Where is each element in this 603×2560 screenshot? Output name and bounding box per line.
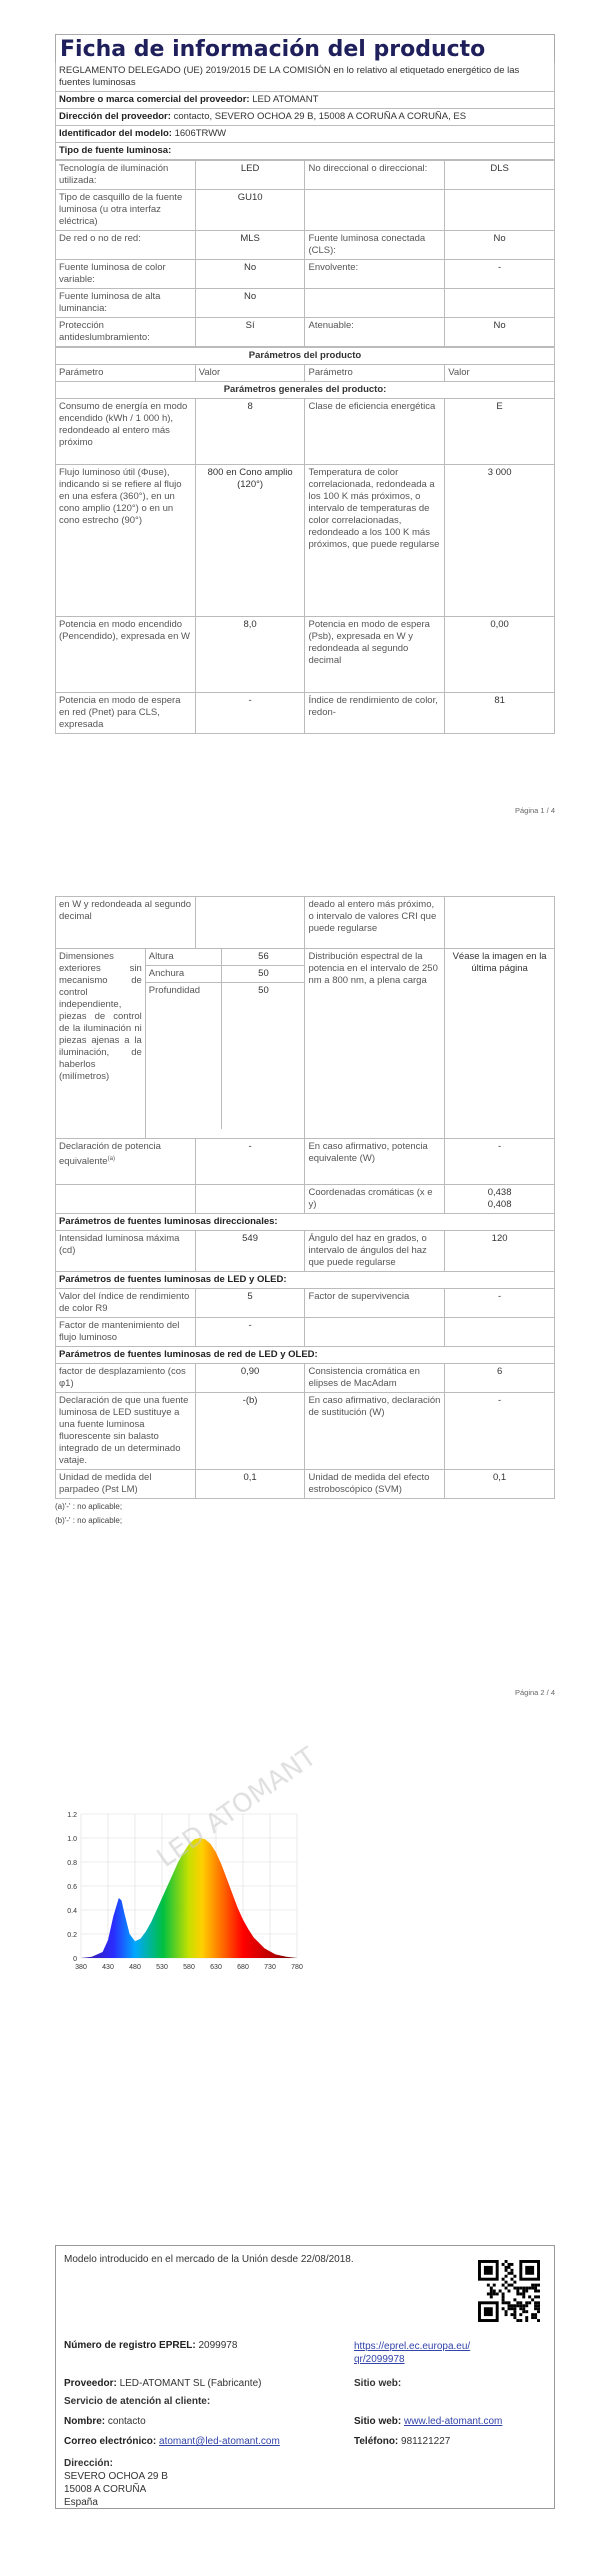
table-row: De red o no de red: MLS Fuente luminosa conectada (CLS): No xyxy=(56,231,555,260)
address-line: SEVERO OCHOA 29 B xyxy=(64,2471,168,2482)
supplier-name-row: Nombre o marca comercial del proveedor: LED ATOMANT xyxy=(56,92,555,109)
table-row: Declaración de que una fuente luminosa de LED sustituye a una fuente luminosa fluorescente sin balasto integrado de un determinado vataje. -(b) En caso afirmativo, declaración de sustitución (W) - xyxy=(56,1393,555,1470)
page-1 xyxy=(55,34,555,734)
email-label: Correo electrónico: xyxy=(64,2436,157,2447)
x-tick-label: 580 xyxy=(183,1964,195,1971)
x-tick-label: 380 xyxy=(75,1964,87,1971)
table-row: Dimensiones exteriores sin mecanismo de control independiente, piezas de control de la iluminación ni piezas ajenas a la iluminación, de haberlos (milímetros) Altura 56 Anchura 50 Profundidad 50 Distribución espectral de la potencia en el intervalo de 250 nm a 800 nm, a plena carga Véase la imagen en la última página xyxy=(56,949,555,1139)
spectrum-svg xyxy=(55,1741,323,1978)
supplier-address-row: Dirección del proveedor: contacto, SEVERO OCHOA 29 B, 15008 A CORUÑA A CORUÑA, ES xyxy=(56,109,555,126)
x-tick-label: 480 xyxy=(129,1964,141,1971)
table-row: Factor de mantenimiento del flujo luminoso - xyxy=(56,1318,555,1347)
x-tick-label: 430 xyxy=(102,1964,114,1971)
web2-label: Sitio web: xyxy=(354,2416,402,2427)
supplier-label: Proveedor: xyxy=(64,2378,117,2389)
table-row: Unidad de medida del parpadeo (Pst LM) 0,1 Unidad de medida del efecto estroboscópico (SVM) 0,1 xyxy=(56,1470,555,1499)
eprel-value: 2099978 xyxy=(198,2340,238,2351)
table-row: Protección antideslumbramiento: Sí Atenuable: No xyxy=(56,318,555,347)
y-tick-label: 0.2 xyxy=(67,1932,77,1939)
qr-code-icon[interactable] xyxy=(478,2260,540,2322)
table-row: factor de desplazamiento (cos φ1) 0,90 Consistencia cromática en elipses de MacAdam 6 xyxy=(56,1364,555,1393)
table-row: en W y redondeada al segundo decimal deado al entero más próximo, o intervalo de valores CRI que puede regularse xyxy=(56,897,555,949)
table-row: Potencia en modo de espera en red (Pnet) para CLS, expresada - Índice de rendimiento de color, redon- 81 xyxy=(56,693,555,734)
phone-value: 981121227 xyxy=(401,2436,451,2447)
y-tick-label: 1.2 xyxy=(67,1812,77,1819)
name-value: contacto xyxy=(107,2416,146,2427)
table-row: Tipo de casquillo de la fuente luminosa (u otra interfaz eléctrica) GU10 xyxy=(56,190,555,231)
col-param: Parámetro xyxy=(305,365,445,382)
y-tick-label: 0.4 xyxy=(67,1908,77,1915)
eprel-link[interactable]: https://eprel.ec.europa.eu/qr/2099978 xyxy=(354,2341,471,2365)
y-tick-label: 0.8 xyxy=(67,1860,77,1867)
note-a: (a)'-' : no aplicable; xyxy=(55,1502,123,1511)
supplier-value: LED-ATOMANT SL (Fabricante) xyxy=(119,2378,262,2389)
table-row: Flujo luminoso útil (Φuse), indicando si se refiere al flujo en una esfera (360°), en un cono amplio (120°) o en un cono estrecho (90°) 800 en Cono amplio (120°) Temperatura de color correlacionada, redondeada a los 100 K más próximos, o intervalo de temperaturas de color correlacionadas, redondeado a los 100 K más próximos, que puede regularse 3 000 xyxy=(56,465,555,617)
led-oled-title: Parámetros de fuentes luminosas de LED y OLED: xyxy=(56,1272,555,1289)
y-tick-label: 0.6 xyxy=(67,1884,77,1891)
name-label: Nombre: xyxy=(64,2416,106,2427)
table-row: Coordenadas cromáticas (x e y) 0,438 0,408 xyxy=(56,1185,555,1214)
table-row: Fuente luminosa de color variable: No Envolvente: - xyxy=(56,260,555,289)
page-number: Página 2 / 4 xyxy=(514,1688,555,1697)
page-2 xyxy=(55,896,555,1527)
x-tick-label: 630 xyxy=(210,1964,222,1971)
phone-label: Teléfono: xyxy=(354,2436,399,2447)
params-cont-table xyxy=(55,896,555,1499)
x-tick-label: 780 xyxy=(291,1964,303,1971)
model-row: Identificador del modelo: 1606TRWW xyxy=(56,126,555,143)
table-row: Tecnología de iluminación utilizada: LED No direccional o direccional: DLS xyxy=(56,161,555,190)
web-label: Sitio web: xyxy=(354,2378,402,2389)
note-b: (b)'-' : no aplicable; xyxy=(55,1516,123,1525)
table-row: Declaración de potencia equivalente$^{(a)}$ - En caso afirmativo, potencia equivalente (W) - xyxy=(56,1139,555,1185)
watermark-text: LED ATOMANT xyxy=(151,1741,323,1874)
table-row: Potencia en modo encendido (Pencendido), expresada en W 8,0 Potencia en modo de espera (Psb), expresada en W y redondeada al segundo decimal 0,00 xyxy=(56,617,555,693)
spectrum-chart xyxy=(55,1741,323,1978)
page-number: Página 1 / 4 xyxy=(514,806,555,815)
params-title: Parámetros del producto xyxy=(56,348,555,365)
light-type-heading: Tipo de fuente luminosa: xyxy=(56,143,555,160)
dims-label: Dimensiones exteriores sin mecanismo de control independiente, piezas de control de la iluminación ni piezas ajenas a la iluminación, de haberlos (milímetros) xyxy=(56,949,146,1139)
col-value: Valor xyxy=(195,365,305,382)
address-line: España xyxy=(64,2497,98,2508)
x-tick-label: 680 xyxy=(237,1964,249,1971)
table-row: Fuente luminosa de alta luminancia: No xyxy=(56,289,555,318)
mains-title: Parámetros de fuentes luminosas de red de LED y OLED: xyxy=(56,1347,555,1364)
table-row: Consumo de energía en modo encendido (kWh / 1 000 h), redondeado al entero más próximo 8 Clase de eficiencia energética E xyxy=(56,399,555,465)
general-title: Parámetros generales del producto: xyxy=(56,382,555,399)
header-table xyxy=(55,63,555,160)
type-table xyxy=(55,160,555,347)
doc-title: Ficha de información del producto xyxy=(55,34,555,63)
info-box xyxy=(55,2245,555,2509)
website-link[interactable]: www.led-atomant.com xyxy=(404,2416,503,2427)
x-tick-label: 530 xyxy=(156,1964,168,1971)
col-value: Valor xyxy=(445,365,555,382)
regulation-text: REGLAMENTO DELEGADO (UE) 2019/2015 DE LA COMISIÓN en lo relativo al etiquetado energético de las fuentes luminosas xyxy=(56,63,555,92)
dir-title: Parámetros de fuentes luminosas direccionales: xyxy=(56,1214,555,1231)
col-param: Parámetro xyxy=(56,365,196,382)
x-tick-label: 730 xyxy=(264,1964,276,1971)
address-line: 15008 A CORUÑA xyxy=(64,2484,147,2495)
y-tick-label: 1.0 xyxy=(67,1836,77,1843)
y-tick-label: 0 xyxy=(73,1956,77,1963)
address-label: Dirección: xyxy=(64,2458,113,2469)
service-title: Servicio de atención al cliente: xyxy=(64,2396,211,2407)
table-row: Valor del índice de rendimiento de color R9 5 Factor de supervivencia - xyxy=(56,1289,555,1318)
table-row: Intensidad luminosa máxima (cd) 549 Ángulo del haz en grados, o intervalo de ángulos del haz que puede regularse 120 xyxy=(56,1231,555,1272)
eprel-label: Número de registro EPREL: xyxy=(64,2340,196,2351)
params-table xyxy=(55,347,555,734)
market-date: Modelo introducido en el mercado de la Unión desde 22/08/2018. xyxy=(64,2254,354,2265)
email-link[interactable]: atomant@led-atomant.com xyxy=(159,2436,280,2447)
